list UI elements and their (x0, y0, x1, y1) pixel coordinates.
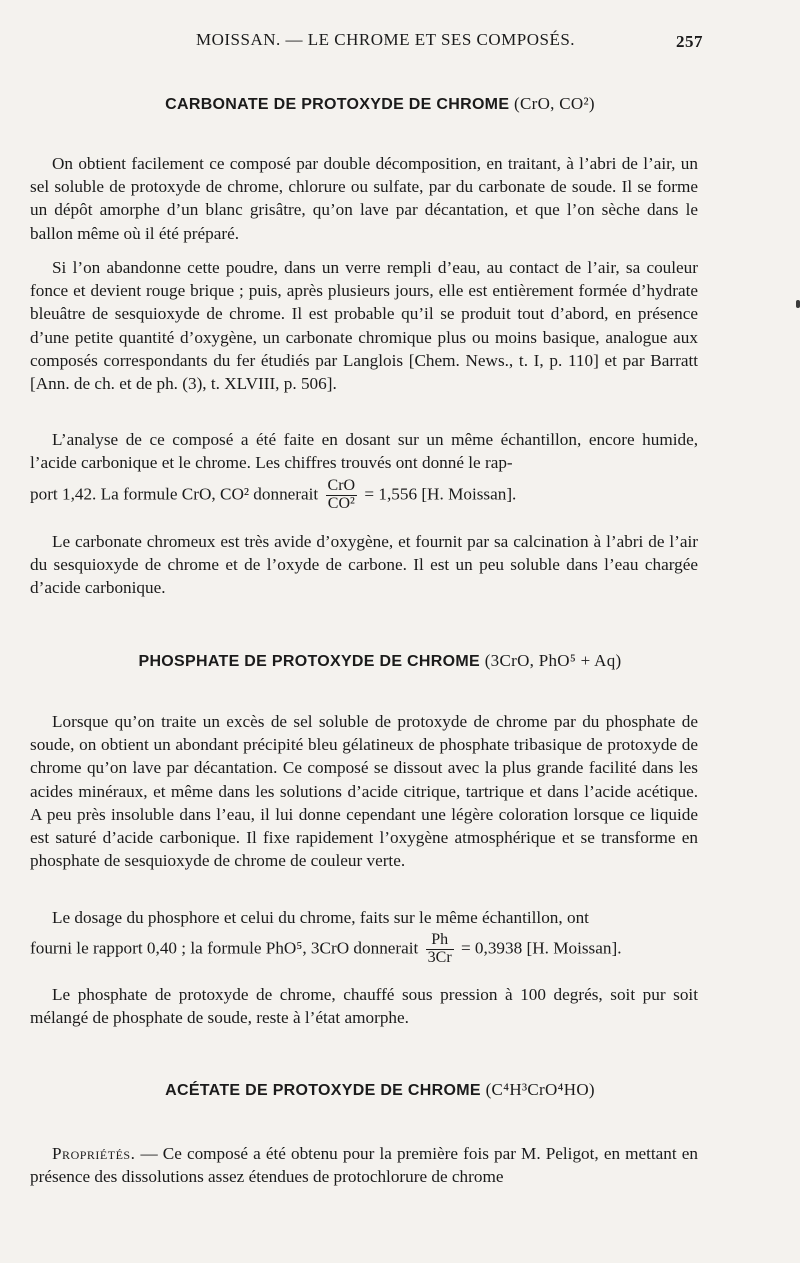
section-title-acetate (0, 1080, 760, 1100)
phosphate-paragraph-2 (30, 906, 698, 929)
section-formula-phosphate: (3CrO, PhO⁵ + Aq) (484, 651, 622, 670)
running-title: MOISSAN. — LE CHROME ET SES COMPOSÉS. (196, 30, 576, 49)
phosphate-paragraph-3-text: Le phosphate de protoxyde de chrome, chauffé sous pression à 100 degrés, soit pur soit mélangé de phosphate de soude, reste à l’état amorphe. (30, 985, 698, 1028)
carbonate-paragraph-4-text: Le carbonate chromeux est très avide d’oxygène, et fournit par sa calcination à l’abri de l’air du sesquioxyde de chrome et de l’oxyde de carbone. Il est un peu soluble dans l’eau chargée d’acide carbonique. (30, 532, 698, 598)
phosphate-paragraph-1 (30, 710, 698, 872)
phosphate-paragraph-1-text: Lorsque qu’on traite un excès de sel soluble de protoxyde de chrome par du phosphate de soude, on obtient un abondant précipité bleu gélatineux de phosphate tribasique de protoxyde de chrome qu’on lave par décantation. Ce composé se dissout avec la plus grande facilité dans les acides minéraux, et même dans les solutions d’acide citrique, tartrique et dans l’acide acétique. A peu près insoluble dans l’eau, il lui donne cependant une légère coloration lorsque ce liquide est saturé d’acide carbonique. Il fixe rapidement l’oxygène atmosphérique et se transforme en phosphate de sesquioxyde de chrome de couleur verte. (30, 712, 698, 871)
section-title-carbonate (0, 94, 760, 114)
carbonate-paragraph-3 (30, 428, 698, 474)
carbonate-formula-before: port 1,42. La formule CrO, CO² donnerait (30, 484, 319, 504)
section-formula-carbonate: (CrO, CO²) (514, 94, 595, 113)
acetate-paragraph-1-text: — Ce composé a été obtenu pour la première fois par M. Peligot, en mettant en présence des dissolutions assez étendues de protochlorure de chrome (30, 1144, 698, 1187)
phosphate-formula-before: fourni le rapport 0,40 ; la formule PhO⁵, 3CrO donnerait (30, 938, 419, 958)
section-title-phosphate (0, 651, 760, 671)
acetate-paragraph-1 (30, 1142, 698, 1188)
margin-mark (796, 300, 800, 308)
page-number: 257 (676, 32, 703, 51)
section-title-carbonate-text: CARBONATE DE PROTOXYDE DE CHROME (165, 96, 510, 113)
carbonate-fraction (326, 478, 358, 513)
acetate-label: Propriétés. (52, 1144, 136, 1163)
phosphate-fraction-denominator: 3Cr (427, 948, 452, 966)
carbonate-paragraph-1 (30, 152, 698, 245)
carbonate-paragraph-2-text: Si l’on abandonne cette poudre, dans un verre rempli d’eau, au contact de l’air, sa couleur fonce et devient rouge brique ; puis, après plusieurs jours, elle est entièrement formée d’hydrate bleuâtre de sesquioxyde de chrome. Il est probable qu’il se produit tout d’abord, en présence d’une petite quantité d’oxygène, un carbonate chromique plus ou moins basique, analogue aux composés correspondants du fer étudiés par Langlois [Chem. News., t. I, p. 110] et par Barratt [Ann. de ch. et de ph. (3), t. XLVIII, p. 506]. (30, 258, 698, 394)
carbonate-formula-after: = 1,556 [H. Moissan]. (364, 484, 517, 504)
carbonate-formula-line (30, 478, 698, 513)
phosphate-fraction (426, 932, 454, 967)
phosphate-formula-line (30, 932, 698, 967)
carbonate-fraction-denominator: CO² (327, 494, 355, 512)
phosphate-paragraph-2-text: Le dosage du phosphore et celui du chrome, faits sur le même échantillon, ont (52, 908, 589, 927)
phosphate-fraction-numerator: Ph (426, 932, 454, 950)
carbonate-paragraph-4 (30, 530, 698, 600)
carbonate-fraction-numerator: CrO (327, 477, 356, 494)
carbonate-paragraph-1-text: On obtient facilement ce composé par double décomposition, en traitant, à l’abri de l’air, un sel soluble de protoxyde de chrome, chlorure ou sulfate, par du carbonate de soude. Il se forme un dépôt amorphe d’un blanc grisâtre, qu’on lave par décantation, et que l’on sèche dans le ballon même où il été préparé. (30, 154, 698, 243)
section-title-phosphate-text: PHOSPHATE DE PROTOXYDE DE CHROME (138, 653, 480, 670)
phosphate-formula-after: = 0,3938 [H. Moissan]. (460, 938, 622, 958)
carbonate-paragraph-3-text: L’analyse de ce composé a été faite en dosant sur un même échantillon, encore humide, l’acide carbonique et le chrome. Les chiffres trouvés ont donné le rap- (30, 430, 698, 473)
section-formula-acetate: (C⁴H³CrO⁴HO) (485, 1080, 595, 1099)
carbonate-paragraph-2 (30, 256, 698, 395)
section-title-acetate-text: ACÉTATE DE PROTOXYDE DE CHROME (165, 1082, 481, 1099)
phosphate-paragraph-3 (30, 983, 698, 1029)
